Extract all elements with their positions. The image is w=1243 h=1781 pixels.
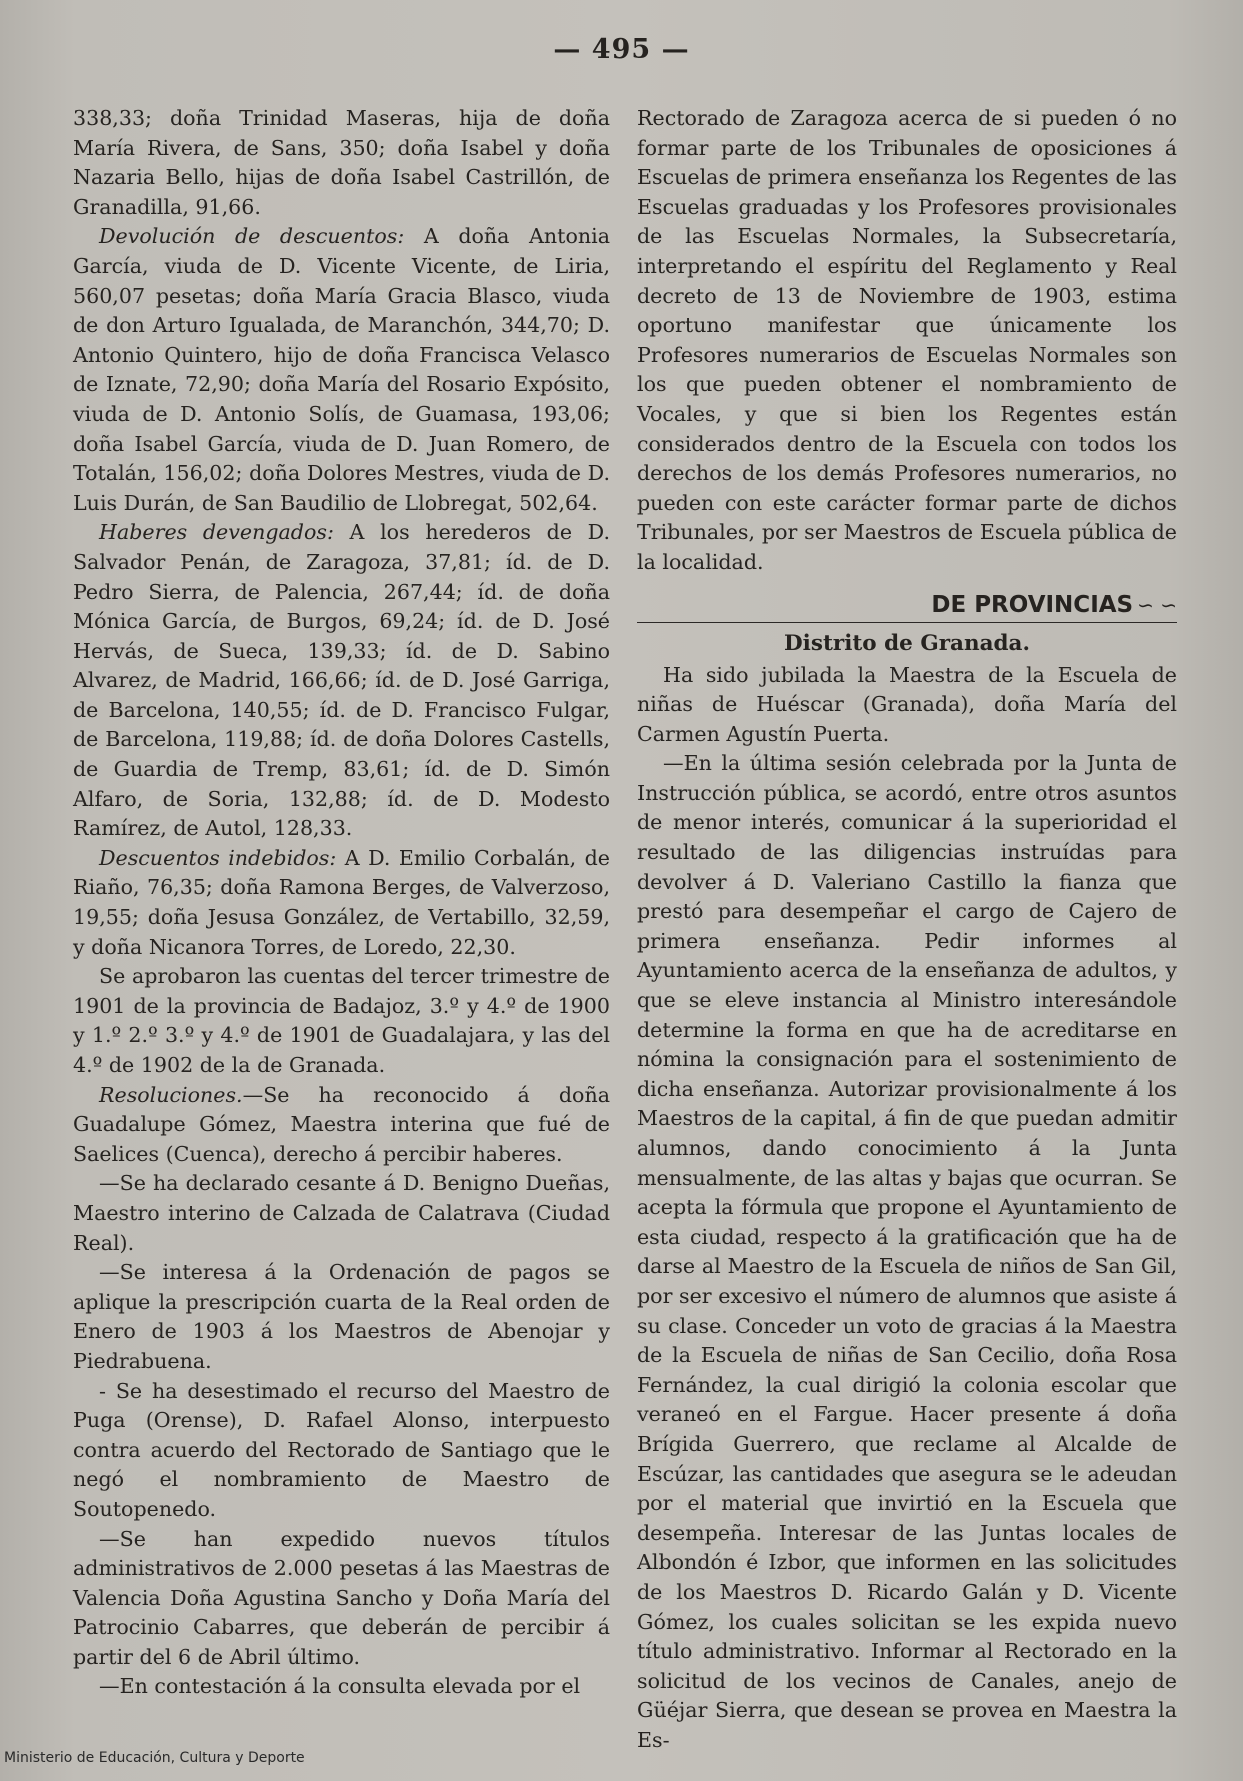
paragraph: Resoluciones.—Se ha reconocido á doña Guadalupe Gómez, Maestra interina que fué de Saelices (Cuenca), derecho á percibir haberes. (73, 1082, 610, 1166)
paragraph: Ha sido jubilada la Maestra de la Escuela de niñas de Huéscar (Granada), doña María del Carmen Agustín Puerta. (637, 662, 1177, 746)
paragraph: —Se interesa á la Ordenación de pagos se aplique la prescripción cuarta de la Real orden de Enero de 1903 á los Maestros de Abenojar y Piedrabuena. (73, 1260, 610, 1373)
paragraph: - Se ha desestimado el recurso del Maestro de Puga (Orense), D. Rafael Alonso, interpuesto contra acuerdo del Rectorado de Santiago que le negó el nombramiento de Maestro de Soutopenedo. (73, 1378, 610, 1521)
footer-credit: Ministerio de Educación, Cultura y Deporte (4, 1750, 305, 1766)
right-column (637, 104, 1177, 1755)
paragraph: —Se ha declarado cesante á D. Benigno Dueñas, Maestro interino de Calzada de Calatrava (Ciudad Real). (73, 1171, 610, 1255)
run-in-heading: Haberes devengados: (99, 520, 334, 545)
paragraph: 338,33; doña Trinidad Maseras, hija de doña María Rivera, de Sans, 350; doña Isabel y doña Nazaria Bello, hijas de doña Isabel Castrillón, de Granadilla, 91,66. (73, 106, 610, 219)
paragraph: Devolución de descuentos: A doña Antonia García, viuda de D. Vicente Vicente, de Liria, 560,07 pesetas; doña María Gracia Blasco, viuda de don Arturo Igualada, de Maranchón, 344,70; D. Antonio Quintero, hijo de doña Francisca Velasco de Iznate, 72,90; doña María del Rosario Expósito, viuda de D. Antonio Solís, de Guamasa, 193,06; doña Isabel García, viuda de D. Juan Romero, de Totalán, 156,02; doña Dolores Mestres, viuda de D. Luis Durán, de San Baudilio de Llobregat, 502,64. (73, 224, 610, 515)
left-column (73, 104, 610, 1702)
paragraph: Descuentos indebidos: A D. Emilio Corbalán, de Riaño, 76,35; doña Ramona Berges, de Valverzoso, 19,55; doña Jesusa González, de Vertabillo, 32,59, y doña Nicanora Torres, de Loredo, 22,30. (73, 845, 610, 959)
run-in-heading: Resoluciones. (99, 1082, 243, 1107)
run-in-heading: Devolución de descuentos: (99, 224, 405, 249)
run-in-heading: Descuentos indebidos: (99, 845, 337, 870)
paragraph: —En contestación á la consulta elevada por el (99, 1674, 581, 1699)
ornament: ∽ ∽ (1137, 592, 1177, 617)
page-number: — 495 — (553, 34, 690, 65)
section-heading: DE PROVINCIAS ∽ ∽ (637, 590, 1177, 623)
paragraph: —En la última sesión celebrada por la Junta de Instrucción pública, se acordó, entre otros asuntos de menor interés, comunicar á la superioridad el resultado de las diligencias instruídas para devolver á D. Valeriano Castillo la fianza que prestó para desempeñar el cargo de Cajero de primera enseñanza. Pedir informes al Ayuntamiento acerca de la enseñanza de adultos, y que se eleve instancia al Ministro interesándole determine la forma en que ha de acreditarse en nómina la consignación para el sostenimiento de dicha enseñanza. Autorizar provisionalmente á los Maestros de la capital, á fin de que puedan admitir alumnos, dando conocimiento á la Junta mensualmente, de las altas y bajas que ocurran. Se acepta la fórmula que propone el Ayuntamiento de esta ciudad, respecto á la gratificación que ha de darse al Maestro de la Escuela de niños de San Gil, por ser excesivo el número de alumnos que asiste á su clase. Conceder un voto de gracias á la Maestra de la Escuela de niñas de San Cecilio, doña Rosa Fernández, la cual dirigió la colonia escolar que veraneó en el Fargue. Hacer presente á doña Brígida Guerrero, que reclame al Alcalde de Escúzar, las cantidades que asegura se le adeudan por el material que invirtió en la Escuela que desempeña. Interesar de las Juntas locales de Albondón é Izbor, que informen en las solicitudes de los Maestros D. Ricardo Galán y D. Vicente Gómez, los cuales solicitan se les expida nuevo título administrativo. Informar al Rectorado en la solicitud de los vecinos de Canales, anejo de Güéjar Sierra, que desean se provea en Maestra la Es- (637, 751, 1177, 1752)
paragraph: Se aprobaron las cuentas del tercer trimestre de 1901 de la provincia de Badajoz, 3.º y 4.º de 1900 y 1.º 2.º 3.º y 4.º de 1901 de Guadalajara, y las del 4.º de 1902 de la de Granada. (73, 964, 610, 1077)
district-heading: Distrito de Granada. (784, 630, 1030, 656)
paragraph: Rectorado de Zaragoza acerca de si pueden ó no formar parte de los Tribunales de oposiciones á Escuelas de primera enseñanza los Regentes de las Escuelas graduadas y los Profesores provisionales de las Escuelas Normales, la Subsecretaría, interpretando el espíritu del Reglamento y Real decreto de 13 de Noviembre de 1903, estima oportuno manifestar que únicamente los Profesores numerarios de Escuelas Normales son los que pueden obtener el nombramiento de Vocales, y que si bien los Regentes están considerados dentro de la Escuela con todos los derechos de los demás Profesores numerarios, no pueden con este carácter formar parte de dichos Tribunales, por ser Maestros de Escuela pública de la localidad. (637, 106, 1177, 574)
paragraph: Haberes devengados: A los herederos de D. Salvador Penán, de Zaragoza, 37,81; íd. de D. Pedro Sierra, de Palencia, 267,44; íd. de doña Mónica García, de Burgos, 69,24; íd. de D. José Hervás, de Sueca, 139,33; íd. de D. Sabino Alvarez, de Madrid, 166,66; íd. de D. José Garriga, de Barcelona, 140,55; íd. de D. Francisco Fulgar, de Barcelona, 119,88; íd. de doña Dolores Castells, de Guardia de Tremp, 83,61; íd. de D. Simón Alfaro, de Soria, 132,88; íd. de D. Modesto Ramírez, de Autol, 128,33. (73, 520, 611, 841)
paragraph: —Se han expedido nuevos títulos administrativos de 2.000 pesetas á las Maestras de Valencia Doña Agustina Sancho y Doña María del Patrocinio Cabarres, que deberán de percibir á partir del 6 de Abril último. (73, 1526, 610, 1669)
